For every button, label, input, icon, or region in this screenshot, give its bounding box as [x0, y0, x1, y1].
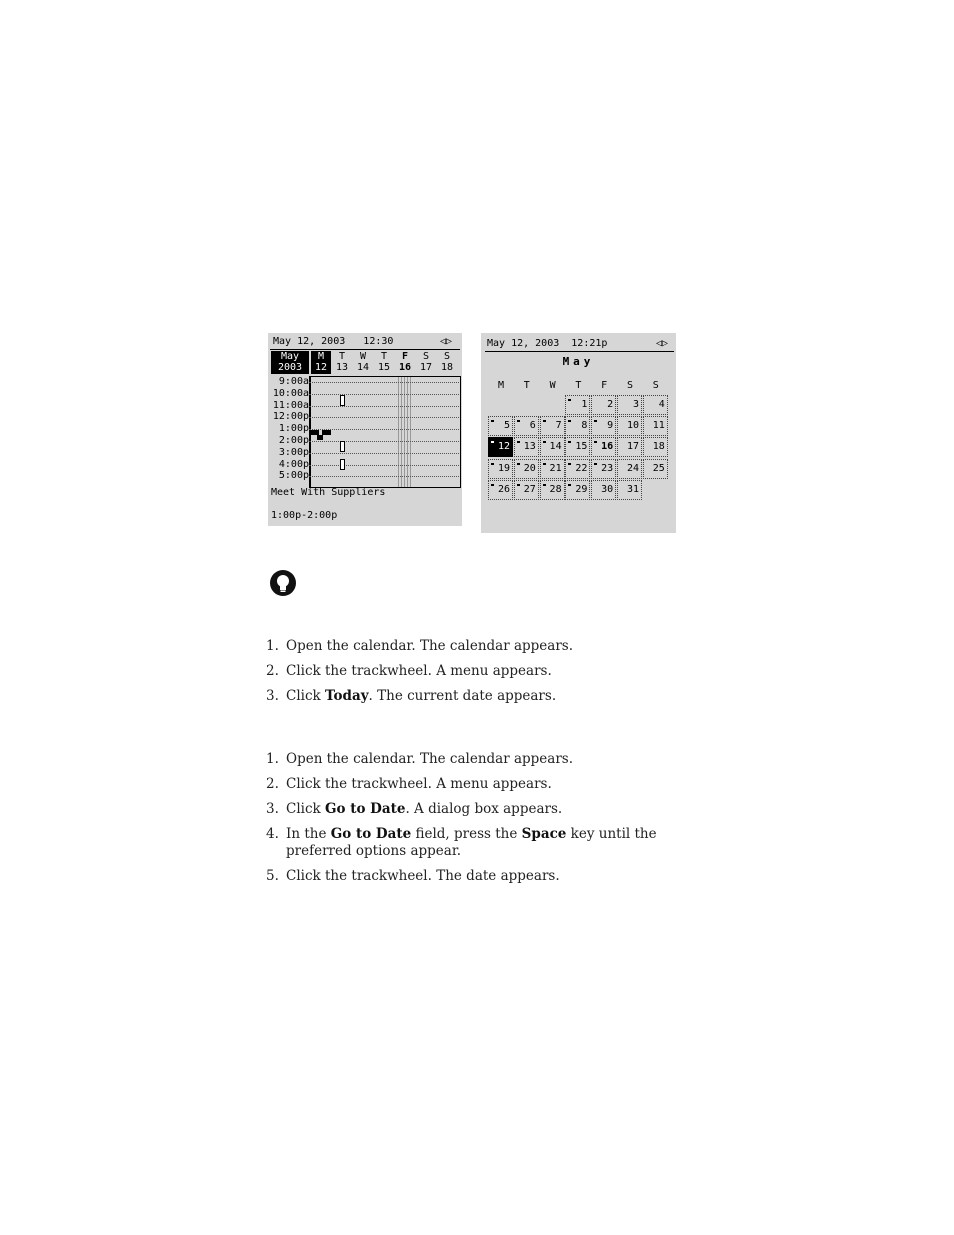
calendar-day-cell[interactable] — [514, 480, 539, 500]
month-header-divider — [485, 351, 674, 352]
appointment-indicator-icon — [568, 463, 571, 465]
calendar-day-number: 28 — [549, 483, 562, 495]
weekday-header: T — [575, 380, 582, 391]
calendar-day-cell[interactable] — [617, 480, 642, 500]
week-day-number: 18 — [440, 362, 454, 373]
week-day-column[interactable] — [437, 351, 457, 374]
calendar-day-number: 29 — [575, 483, 588, 495]
appointment-indicator-icon — [543, 484, 546, 486]
calendar-day-cell[interactable] — [514, 459, 539, 479]
calendar-day-cell[interactable] — [617, 395, 642, 415]
list-item-fragment: . The current date appears. — [368, 688, 557, 704]
calendar-day-cell[interactable] — [540, 480, 565, 500]
calendar-day-cell[interactable] — [540, 437, 565, 457]
list-item-fragment: key until the preferred options appear. — [286, 826, 657, 859]
calendar-day-number: 10 — [626, 420, 639, 432]
week-day-column[interactable] — [416, 351, 436, 374]
calendar-day-number: 1 — [581, 399, 588, 410]
month-title: May — [562, 355, 595, 368]
list-item-fragment: Open the calendar. The calendar appears. — [286, 751, 574, 767]
calendar-day-number: 31 — [626, 483, 639, 495]
week-header-divider — [270, 349, 460, 350]
week-hour-gridline — [309, 441, 459, 442]
week-hour-gridline — [309, 417, 459, 418]
week-day-letter: S — [422, 351, 430, 362]
week-hour-label: 1:00p — [278, 423, 309, 435]
calendar-day-number: 11 — [652, 420, 665, 432]
list-item-text — [286, 638, 686, 655]
week-day-number: 13 — [335, 362, 349, 373]
week-hour-label: 9:00a — [278, 376, 309, 387]
list-item-text — [286, 868, 686, 885]
list-item-fragment: Click — [286, 688, 325, 704]
list-item-fragment: Click the trackwheel. A menu appears. — [286, 663, 552, 679]
calendar-day-cell[interactable] — [617, 416, 642, 436]
week-hour-label: 12:00p — [272, 411, 309, 423]
week-day-number: 16 — [398, 362, 412, 373]
week-hour-label: 4:00p — [278, 458, 309, 470]
calendar-day-cell[interactable] — [540, 459, 565, 479]
calendar-day-cell[interactable] — [617, 437, 642, 457]
calendar-day-number: 30 — [601, 483, 614, 495]
week-hour-gridline — [309, 382, 459, 383]
calendar-day-number: 22 — [575, 462, 588, 474]
list-item-text — [286, 688, 686, 705]
list-item-text — [286, 826, 686, 860]
list-item-number: 5. — [266, 868, 279, 884]
appointment-indicator-icon — [568, 399, 571, 401]
calendar-day-cell[interactable] — [514, 416, 539, 436]
list-item-fragment: . A dialog box appears. — [405, 801, 563, 817]
month-view-screen — [481, 333, 676, 533]
calendar-day-cell[interactable] — [643, 437, 668, 457]
calendar-day-number: 24 — [626, 462, 639, 474]
appointment-indicator-icon — [594, 463, 597, 465]
calendar-day-number: 14 — [549, 441, 562, 453]
weekday-header: S — [626, 380, 634, 391]
appointment-subject: Meet With Suppliers — [271, 487, 386, 498]
week-year-label: 2003 — [277, 362, 303, 373]
calendar-day-number: 6 — [529, 420, 536, 432]
week-day-letter: S — [443, 351, 451, 362]
list-item-fragment: Click — [286, 801, 325, 817]
calendar-day-cell[interactable] — [565, 416, 590, 436]
calendar-day-number: 9 — [607, 420, 614, 432]
weekday-header: M — [497, 380, 505, 391]
weekday-header: S — [652, 380, 659, 391]
week-day-letter: W — [359, 351, 367, 362]
month-nav-arrows-icon[interactable]: ◁▷ — [655, 338, 668, 349]
appointment-indicator-icon — [491, 441, 494, 443]
calendar-day-cell[interactable] — [488, 459, 513, 479]
week-hour-gridline — [309, 394, 459, 395]
calendar-day-cell[interactable] — [591, 395, 616, 415]
week-hour-gridline — [309, 406, 459, 407]
calendar-day-cell[interactable] — [643, 459, 668, 479]
list-item-bold-term: Today — [325, 688, 369, 704]
list-item-number: 2. — [266, 776, 279, 792]
calendar-day-number: 2 — [607, 399, 614, 410]
calendar-day-cell[interactable] — [643, 395, 668, 415]
calendar-day-number: 18 — [652, 441, 665, 453]
calendar-day-number: 3 — [632, 399, 639, 410]
appointment-marker[interactable] — [340, 395, 345, 406]
list-item-bold-term: Space — [521, 826, 567, 842]
week-day-column[interactable] — [395, 351, 415, 374]
appointment-indicator-icon — [491, 484, 494, 486]
appointment-indicator-icon — [491, 463, 494, 465]
appointment-bar[interactable] — [317, 435, 323, 440]
list-item-fragment: Open the calendar. The calendar appears. — [286, 638, 574, 654]
list-item-number: 2. — [266, 663, 279, 679]
week-view-screen — [268, 333, 462, 526]
week-day-letter: T — [338, 351, 346, 362]
appointment-indicator-icon — [491, 420, 494, 422]
appointment-indicator-icon — [594, 420, 597, 422]
calendar-day-number: 16 — [601, 441, 614, 453]
week-hour-gridline — [309, 476, 459, 477]
calendar-day-number: 12 — [497, 441, 510, 453]
list-item-number: 3. — [266, 688, 279, 704]
appointment-indicator-icon — [568, 441, 571, 443]
calendar-day-number: 8 — [581, 420, 588, 432]
appointment-marker[interactable] — [340, 459, 345, 470]
week-day-column[interactable] — [311, 351, 331, 374]
calendar-day-cell[interactable] — [565, 395, 590, 415]
appointment-indicator-icon — [517, 441, 520, 443]
calendar-day-cell[interactable] — [488, 480, 513, 500]
list-item-fragment: Click the trackwheel. A menu appears. — [286, 776, 552, 792]
calendar-day-cell[interactable] — [488, 437, 513, 457]
list-item-bold-term: Go to Date — [325, 801, 406, 817]
calendar-day-number: 7 — [555, 420, 562, 432]
calendar-day-cell[interactable] — [591, 416, 616, 436]
list-item-number: 3. — [266, 801, 279, 817]
list-item-number: 1. — [266, 751, 279, 767]
calendar-day-number: 15 — [575, 441, 588, 453]
calendar-day-number: 4 — [658, 399, 665, 410]
appointment-indicator-icon — [568, 484, 571, 486]
week-hour-label: 5:00p — [278, 470, 309, 482]
week-hour-gridline — [309, 429, 459, 430]
appointment-indicator-icon — [568, 420, 571, 422]
calendar-day-cell[interactable] — [514, 437, 539, 457]
month-date-time: May 12, 2003 12:21p — [487, 338, 608, 349]
calendar-day-cell[interactable] — [591, 437, 616, 457]
week-hour-label: 10:00a — [272, 387, 309, 399]
list-item-number: 4. — [266, 826, 279, 842]
calendar-day-number: 17 — [626, 441, 639, 453]
week-day-number: 14 — [356, 362, 370, 373]
calendar-day-cell[interactable] — [617, 459, 642, 479]
list-item-bold-term: Go to Date — [330, 826, 412, 842]
list-item-text — [286, 801, 686, 818]
week-day-letter: F — [401, 351, 409, 362]
week-grid[interactable] — [309, 376, 461, 488]
weekday-header: F — [601, 380, 608, 391]
week-day-column[interactable] — [374, 351, 394, 374]
appointment-indicator-icon — [517, 463, 520, 465]
week-hour-label: 11:00a — [272, 399, 309, 411]
week-day-number: 12 — [314, 362, 328, 373]
calendar-day-cell[interactable] — [643, 416, 668, 436]
appointment-indicator-icon — [543, 463, 546, 465]
calendar-day-number: 23 — [601, 462, 614, 474]
week-day-letter: T — [380, 351, 388, 362]
week-day-column[interactable] — [353, 351, 373, 374]
appointment-indicator-icon — [594, 441, 597, 443]
appointment-bar[interactable] — [322, 430, 331, 435]
week-day-column[interactable] — [332, 351, 352, 374]
calendar-day-cell[interactable] — [591, 459, 616, 479]
weekday-header: W — [549, 380, 556, 391]
list-item-fragment: In the — [286, 826, 331, 842]
calendar-day-cell[interactable] — [591, 480, 616, 500]
week-hour-label: 2:00p — [278, 435, 309, 446]
week-day-number: 17 — [419, 362, 433, 373]
list-item-fragment: Click the trackwheel. The date appears. — [286, 868, 560, 884]
list-item-text — [286, 776, 686, 793]
calendar-day-number: 19 — [497, 462, 510, 474]
calendar-day-number: 21 — [549, 462, 562, 474]
calendar-day-number: 5 — [503, 420, 510, 432]
weekday-header: T — [523, 380, 530, 391]
calendar-day-number: 26 — [497, 483, 510, 495]
week-day-letter: M — [317, 351, 325, 362]
list-item-number: 1. — [266, 638, 279, 654]
list-item-text — [286, 663, 686, 680]
week-header — [272, 336, 458, 350]
appointment-time: 1:00p-2:00p — [271, 510, 338, 521]
calendar-day-number: 20 — [523, 462, 536, 474]
appointment-indicator-icon — [517, 420, 520, 422]
calendar-day-number: 13 — [523, 441, 536, 453]
week-hour-gridline — [309, 453, 459, 454]
calendar-day-cell[interactable] — [488, 416, 513, 436]
week-hour-gridline — [309, 465, 459, 466]
week-month-label: May — [280, 351, 300, 362]
week-hour-label: 3:00p — [278, 446, 309, 458]
calendar-day-cell[interactable] — [565, 437, 590, 457]
week-nav-arrows-icon[interactable]: ◁▷ — [439, 336, 452, 347]
week-date-time: May 12, 2003 12:30 — [273, 336, 394, 347]
calendar-day-cell[interactable] — [565, 459, 590, 479]
appointment-indicator-icon — [517, 484, 520, 486]
list-item-text — [286, 751, 686, 768]
calendar-day-cell[interactable] — [565, 480, 590, 500]
list-item-fragment: field, press the — [411, 826, 522, 842]
week-month-year — [271, 351, 309, 374]
week-day-number: 15 — [377, 362, 391, 373]
appointment-indicator-icon — [543, 420, 546, 422]
appointment-marker[interactable] — [340, 441, 345, 452]
calendar-day-number: 27 — [523, 483, 536, 495]
appointment-indicator-icon — [543, 441, 546, 443]
lightbulb-icon — [270, 570, 296, 596]
calendar-day-number: 25 — [652, 462, 665, 474]
calendar-day-cell[interactable] — [540, 416, 565, 436]
